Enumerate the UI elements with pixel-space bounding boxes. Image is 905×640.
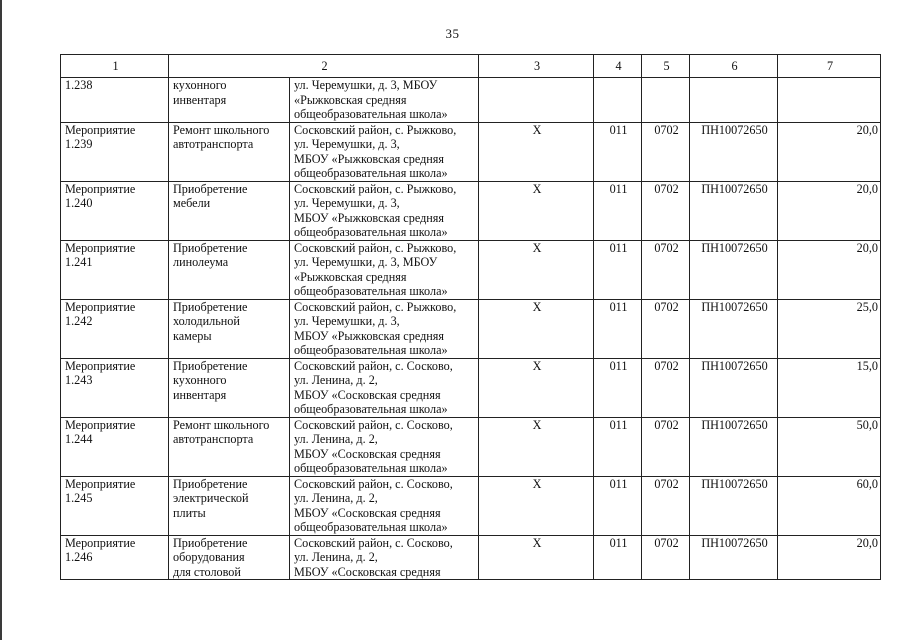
col7-cell: 20,0	[778, 535, 881, 580]
address-line: общеобразовательная школа»	[294, 225, 448, 239]
address-line: МБОУ «Сосковская средняя	[294, 505, 441, 520]
address-line: ул. Черемушки, д. 3,	[294, 137, 400, 151]
event-id-line: Мероприятие	[65, 299, 136, 314]
col5-cell: 0702	[642, 181, 690, 240]
event-name-line: автотранспорта	[173, 432, 254, 446]
event-id-cell	[61, 240, 169, 299]
address-line: МБОУ «Рыжковская средняя	[294, 151, 444, 166]
address-line: общеобразовательная школа»	[294, 402, 448, 416]
event-id-cell	[61, 299, 169, 358]
event-name-line: кухонного	[173, 373, 227, 387]
event-name-cell	[169, 240, 290, 299]
table-row	[61, 78, 881, 123]
col6-cell	[690, 78, 778, 123]
event-name-line: Ремонт школьного	[173, 417, 270, 432]
header-cell-7: 7	[778, 55, 881, 78]
address-line: общеобразовательная школа»	[294, 343, 448, 357]
col6-cell: ПН10072650	[690, 358, 778, 417]
event-name-line: Приобретение	[173, 535, 248, 550]
address-line: ул. Черемушки, д. 3,	[294, 196, 400, 210]
col5-cell: 0702	[642, 299, 690, 358]
address-line: МБОУ «Сосковская средняя	[294, 387, 441, 402]
col5-cell: 0702	[642, 240, 690, 299]
header-cell-4: 4	[594, 55, 642, 78]
event-id-cell	[61, 78, 169, 123]
address-cell	[290, 535, 479, 580]
address-line: ул. Ленина, д. 2,	[294, 550, 378, 564]
event-id-cell	[61, 417, 169, 476]
col7-cell: 20,0	[778, 181, 881, 240]
col3-cell: Х	[479, 240, 594, 299]
event-id-line: 1.242	[65, 314, 93, 328]
col4-cell	[594, 78, 642, 123]
event-name-line: Приобретение	[173, 181, 248, 196]
col5-cell: 0702	[642, 417, 690, 476]
event-name-line: кухонного	[173, 78, 227, 92]
col6-cell: ПН10072650	[690, 240, 778, 299]
col3-cell: Х	[479, 535, 594, 580]
event-name-line: для столовой	[173, 564, 241, 579]
header-cell-5: 5	[642, 55, 690, 78]
header-cell-1: 1	[61, 55, 169, 78]
address-line: ул. Ленина, д. 2,	[294, 432, 378, 446]
address-line: ул. Черемушки, д. 3, МБОУ	[294, 78, 438, 92]
address-line: МБОУ «Рыжковская средняя	[294, 328, 444, 343]
address-line: Сосковский район, с. Рыжково,	[294, 181, 457, 196]
col3-cell: Х	[479, 476, 594, 535]
table-row	[61, 535, 881, 580]
event-name-line: Приобретение	[173, 476, 248, 491]
table-row	[61, 299, 881, 358]
event-id-cell	[61, 535, 169, 580]
table-row	[61, 122, 881, 181]
event-name-line: Приобретение	[173, 299, 248, 314]
address-line: МБОУ «Сосковская средняя	[294, 446, 441, 461]
address-line: общеобразовательная школа»	[294, 107, 448, 121]
address-line: общеобразовательная школа»	[294, 284, 448, 298]
col4-cell: 011	[594, 476, 642, 535]
table-row	[61, 358, 881, 417]
event-id-line: 1.245	[65, 491, 93, 505]
col4-cell: 011	[594, 122, 642, 181]
event-name-cell	[169, 417, 290, 476]
address-cell	[290, 240, 479, 299]
header-cell-3: 3	[479, 55, 594, 78]
page-edge-rule	[0, 0, 2, 640]
col7-cell: 20,0	[778, 240, 881, 299]
address-cell	[290, 476, 479, 535]
event-id-line: 1.239	[65, 137, 93, 151]
col3-cell: Х	[479, 122, 594, 181]
col6-cell: ПН10072650	[690, 181, 778, 240]
col4-cell: 011	[594, 358, 642, 417]
col4-cell: 011	[594, 417, 642, 476]
address-line: общеобразовательная школа»	[294, 461, 448, 475]
event-id-line: 1.238	[65, 78, 93, 92]
event-name-line: автотранспорта	[173, 137, 254, 151]
address-line: ул. Черемушки, д. 3, МБОУ	[294, 255, 438, 269]
event-id-cell	[61, 122, 169, 181]
event-name-cell	[169, 181, 290, 240]
event-name-line: Ремонт школьного	[173, 122, 270, 137]
col3-cell: Х	[479, 181, 594, 240]
address-line: Сосковский район, с. Рыжково,	[294, 299, 457, 314]
address-cell	[290, 417, 479, 476]
event-id-line: Мероприятие	[65, 535, 136, 550]
col5-cell	[642, 78, 690, 123]
event-id-line: Мероприятие	[65, 181, 136, 196]
address-line: ул. Ленина, д. 2,	[294, 491, 378, 505]
event-id-line: 1.240	[65, 196, 93, 210]
col7-cell: 50,0	[778, 417, 881, 476]
event-name-line: инвентаря	[173, 387, 227, 402]
address-cell	[290, 181, 479, 240]
event-id-line: 1.241	[65, 255, 93, 269]
col7-cell: 20,0	[778, 122, 881, 181]
col6-cell: ПН10072650	[690, 535, 778, 580]
col7-cell: 60,0	[778, 476, 881, 535]
address-cell	[290, 122, 479, 181]
event-name-line: оборудования	[173, 550, 245, 564]
address-line: Сосковский район, с. Сосково,	[294, 476, 453, 491]
col4-cell: 011	[594, 181, 642, 240]
event-id-cell	[61, 181, 169, 240]
col4-cell: 011	[594, 240, 642, 299]
table-row	[61, 417, 881, 476]
col5-cell: 0702	[642, 476, 690, 535]
event-name-line: камеры	[173, 328, 212, 343]
address-cell	[290, 358, 479, 417]
table-body	[61, 78, 881, 580]
table-row	[61, 476, 881, 535]
col5-cell: 0702	[642, 535, 690, 580]
address-line: Сосковский район, с. Рыжково,	[294, 240, 457, 255]
col6-cell: ПН10072650	[690, 299, 778, 358]
event-id-line: 1.244	[65, 432, 93, 446]
event-name-line: линолеума	[173, 255, 229, 269]
page-number: 35	[445, 26, 460, 41]
event-name-cell	[169, 358, 290, 417]
address-line: «Рыжковская средняя	[294, 269, 407, 284]
col3-cell: Х	[479, 299, 594, 358]
address-line: «Рыжковская средняя	[294, 92, 407, 107]
event-id-line: 1.246	[65, 550, 93, 564]
table-row	[61, 181, 881, 240]
col6-cell: ПН10072650	[690, 122, 778, 181]
event-id-line: Мероприятие	[65, 358, 136, 373]
col6-cell: ПН10072650	[690, 417, 778, 476]
table-row	[61, 240, 881, 299]
address-line: МБОУ «Сосковская средняя	[294, 564, 441, 579]
event-id-line: Мероприятие	[65, 476, 136, 491]
header-row	[61, 55, 881, 78]
address-cell	[290, 78, 479, 123]
event-id-line: Мероприятие	[65, 417, 136, 432]
col5-cell: 0702	[642, 358, 690, 417]
address-line: МБОУ «Рыжковская средняя	[294, 210, 444, 225]
header-cell-2: 2	[169, 55, 479, 78]
address-line: общеобразовательная школа»	[294, 520, 448, 534]
address-line: Сосковский район, с. Сосково,	[294, 358, 453, 373]
col4-cell: 011	[594, 299, 642, 358]
event-name-line: инвентаря	[173, 92, 227, 107]
col7-cell	[778, 78, 881, 123]
address-line: общеобразовательная школа»	[294, 166, 448, 180]
event-name-line: холодильной	[173, 314, 240, 328]
col4-cell: 011	[594, 535, 642, 580]
col7-cell: 25,0	[778, 299, 881, 358]
event-name-cell	[169, 299, 290, 358]
address-line: ул. Ленина, д. 2,	[294, 373, 378, 387]
address-cell	[290, 299, 479, 358]
event-id-line: 1.243	[65, 373, 93, 387]
event-id-cell	[61, 476, 169, 535]
col3-cell: Х	[479, 417, 594, 476]
event-name-cell	[169, 535, 290, 580]
event-name-cell	[169, 476, 290, 535]
event-id-cell	[61, 358, 169, 417]
event-name-line: Приобретение	[173, 358, 248, 373]
event-name-line: мебели	[173, 196, 211, 210]
event-id-line: Мероприятие	[65, 240, 136, 255]
address-line: Сосковский район, с. Сосково,	[294, 535, 453, 550]
event-name-cell	[169, 122, 290, 181]
address-line: Сосковский район, с. Сосково,	[294, 417, 453, 432]
col3-cell: Х	[479, 358, 594, 417]
address-line: ул. Черемушки, д. 3,	[294, 314, 400, 328]
col6-cell: ПН10072650	[690, 476, 778, 535]
budget-table	[60, 54, 881, 580]
col5-cell: 0702	[642, 122, 690, 181]
event-name-line: плиты	[173, 505, 206, 520]
col3-cell	[479, 78, 594, 123]
event-id-line: Мероприятие	[65, 122, 136, 137]
event-name-cell	[169, 78, 290, 123]
col7-cell: 15,0	[778, 358, 881, 417]
address-line: Сосковский район, с. Рыжково,	[294, 122, 457, 137]
event-name-line: Приобретение	[173, 240, 248, 255]
event-name-line: электрической	[173, 491, 249, 505]
header-cell-6: 6	[690, 55, 778, 78]
